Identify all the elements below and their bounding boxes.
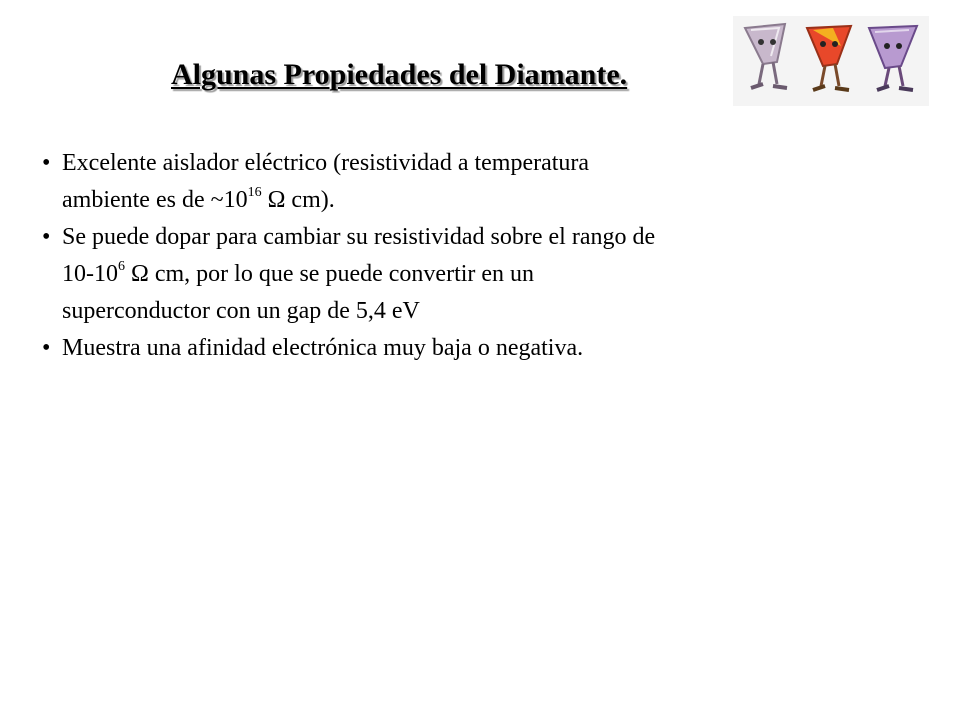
- bullet-text-line: Muestra una afinidad electrónica muy baja o negativa.: [62, 335, 584, 361]
- bullet-item: [42, 219, 922, 330]
- bullet-text-line: Se puede dopar para cambiar su resistividad sobre el rango de: [62, 224, 656, 250]
- bullet-item: [42, 145, 922, 219]
- bullet-marker: •: [42, 335, 51, 361]
- bullet-text-line: Excelente aislador eléctrico (resistividad a temperatura: [62, 150, 590, 176]
- bullet-list: [42, 145, 922, 367]
- superscript-exponent: 16: [247, 185, 262, 200]
- superscript-exponent: 6: [118, 259, 125, 274]
- bullet-marker: •: [42, 150, 51, 176]
- bullet-item: [42, 330, 922, 367]
- bullet-marker: •: [42, 224, 51, 250]
- three-diamond-figures-icon: [733, 16, 929, 106]
- bullet-text-line: $10-10^6$ Ω cm, por lo que se puede convertir en un: [62, 259, 535, 287]
- bullet-text-line: superconductor con un gap de 5,4 eV: [62, 298, 420, 324]
- slide-title: Algunas Propiedades del Diamante.: [171, 58, 628, 91]
- bullet-text-line: ambiente es de $\sim 10^{16}$ Ω cm).: [62, 185, 335, 213]
